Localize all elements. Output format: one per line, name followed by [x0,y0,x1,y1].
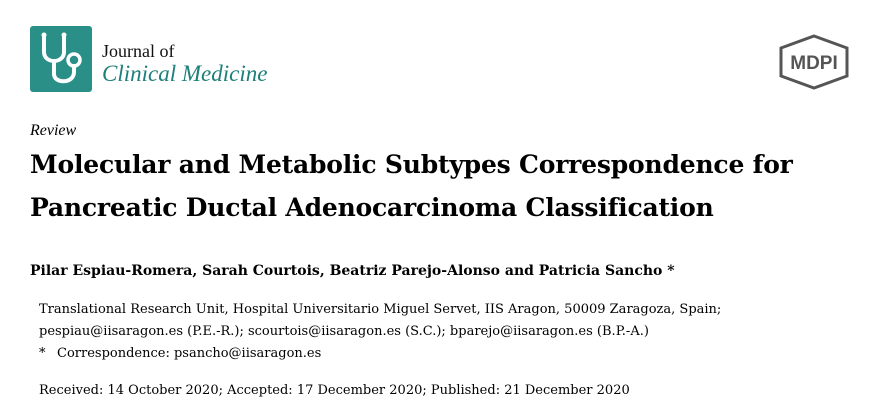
correspondence-marker: * [39,346,46,361]
article-type: Review [30,122,77,139]
affiliation-text: Translational Research Unit, Hospital Universitario Miguel Servet, IIS Aragon, 50009 Zaragoza, Spain; [39,302,722,317]
mdpi-logo-text: MDPI [790,53,838,74]
journal-subname: Clinical Medicine [102,61,268,86]
affiliation-block [39,299,721,365]
author-emails: pespiau@iisaragon.es (P.E.-R.); scourtois@iisaragon.es (S.C.); bparejo@iisaragon.es (B.P.-A.) [39,324,649,339]
mdpi-logo [776,33,852,91]
stethoscope-icon [30,26,92,92]
correspondence-line [39,343,721,365]
author-list: Pilar Espiau-Romera, Sarah Courtois, Beatriz Parejo-Alonso and Patricia Sancho * [30,263,675,279]
journal-name: Journal of [102,41,175,61]
correspondence-text: Correspondence: psancho@iisaragon.es [57,346,322,361]
journal-logo [30,26,92,92]
publication-dates: Received: 14 October 2020; Accepted: 17 December 2020; Published: 21 December 2020 [39,383,630,398]
article-title: Molecular and Metabolic Subtypes Correspondence for Pancreatic Ductal Adenocarcinoma Classification [30,150,793,222]
